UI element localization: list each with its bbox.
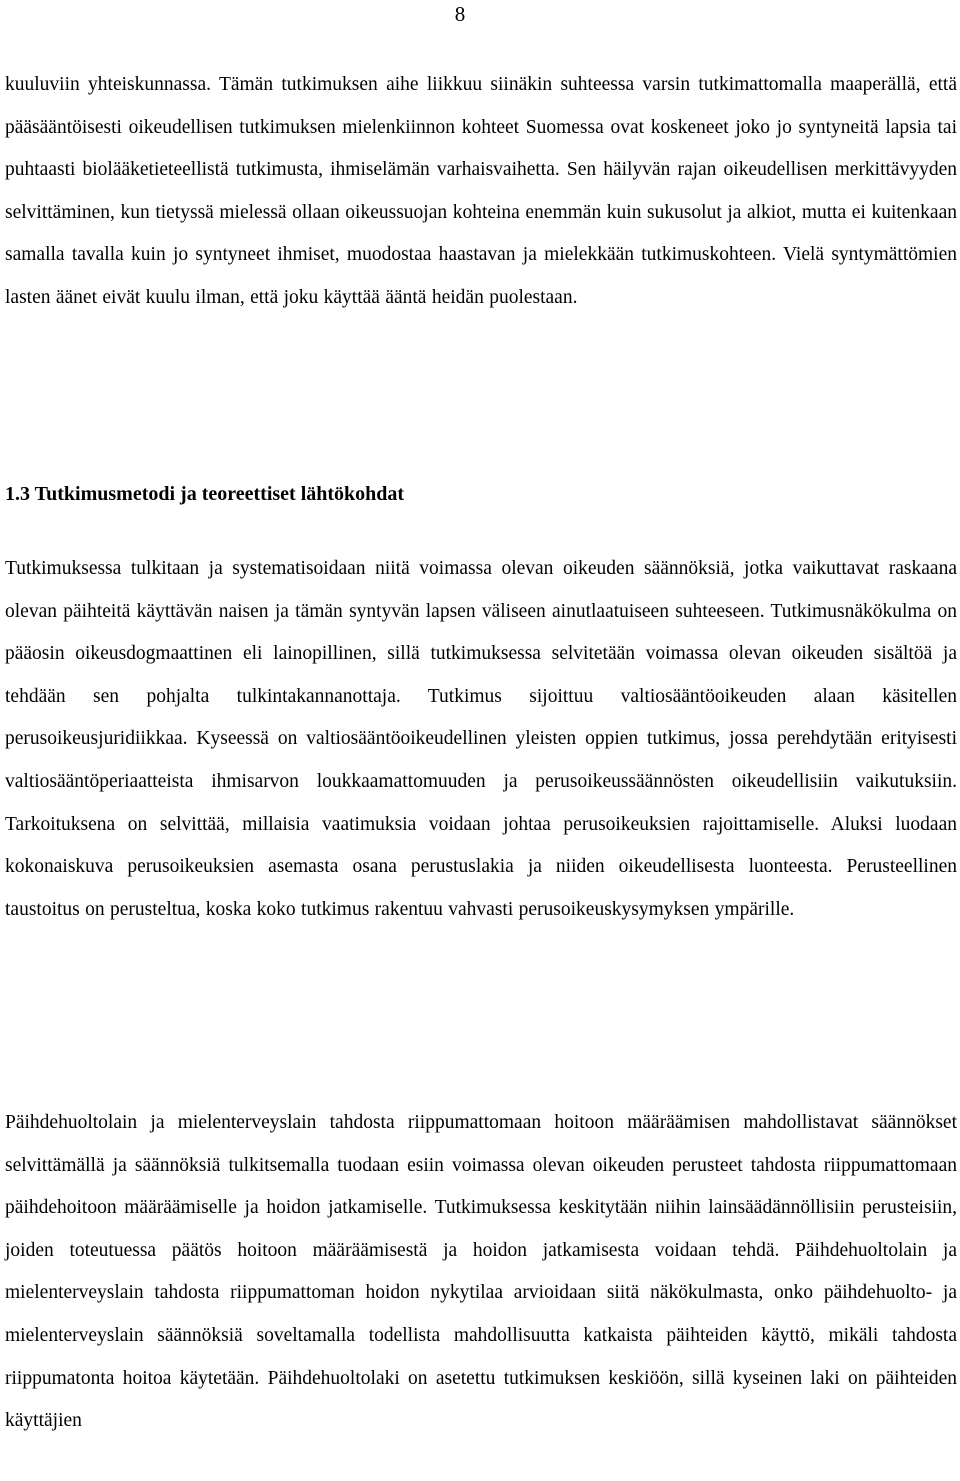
body-paragraph-1: kuuluviin yhteiskunnassa. Tämän tutkimuksen aihe liikkuu siinäkin suhteessa varsin tutkimattomalla maaperällä, että pääsääntöisesti oikeudellisen tutkimuksen mielenkiinnon kohteet Suomessa ovat koskeneet joko jo syntyneitä lapsia tai puhtaasti biolääketieteellistä tutkimusta, ihmiselämän varhaisvaihetta. Sen häilyvän rajan oikeudellisen merkittävyyden selvittäminen, kun tietyssä mielessä ollaan oikeussuojan kohteina enemmän kuin sukusolut ja alkiot, mutta ei kuitenkaan samalla tavalla kuin jo syntyneet ihmiset, muodostaa haastavan ja mielekkään tutkimuskohteen. Vielä syntymättömien lasten äänet eivät kuulu ilman, että joku käyttää ääntä heidän puolestaan.	[5, 74, 957, 308]
body-paragraph-2: Tutkimuksessa tulkitaan ja systematisoidaan niitä voimassa olevan oikeuden säännöksiä, jotka vaikuttavat raskaana olevan päihteitä käyttävän naisen ja tämän syntyvän lapsen väliseen ainutlaatuiseen suhteeseen. Tutkimusnäkökulma on pääosin oikeusdogmaattinen eli lainopillinen, sillä tutkimuksessa selvitetään voimassa olevan oikeuden sisältöä ja tehdään sen pohjalta tulkintakannanottaja. Tutkimus sijoittuu valtiosääntöoikeuden alaan käsitellen perusoikeusjuridiikkaa. Kyseessä on valtiosääntöoikeudellinen yleisten oppien tutkimus, jossa perehdytään erityisesti valtiosääntöperiaatteista ihmisarvon loukkaamattomuuden ja perusoikeussäännösten oikeudellisiin vaikutuksiin. Tarkoituksena on selvittää, millaisia vaatimuksia voidaan johtaa perusoikeuksien rajoittamiselle. Aluksi luodaan kokonaiskuva perusoikeuksien asemasta osana perustuslakia ja niiden oikeudellisesta luonteesta. Perusteellinen taustoitus on perusteltua, koska koko tutkimus rakentuu vahvasti perusoikeuskysymyksen ympärille.	[5, 558, 957, 920]
body-paragraph-3: Päihdehuoltolain ja mielenterveyslain tahdosta riippumattomaan hoitoon määräämisen mahdollistavat säännökset selvittämällä ja säännöksiä tulkitsemalla tuodaan esiin voimassa olevan oikeuden perusteet tahdosta riippumattomaan päihdehoitoon määräämiselle ja hoidon jatkamiselle. Tutkimuksessa keskitytään niihin lainsäädännöllisiin perusteisiin, joiden toteutuessa päätös hoitoon määräämisestä ja hoidon jatkamisesta voidaan tehdä. Päihdehuoltolain ja mielenterveyslain tahdosta riippumattoman hoidon nykytilaa arvioidaan siitä näkökulmasta, onko päihdehuolto- ja mielenterveyslain säännöksiä soveltamalla todellista mahdollisuutta katkaista päihteiden käyttö, mikäli tahdosta riippumatonta hoitoa käytetään. Päihdehuoltolaki on asetettu tutkimuksen keskiöön, sillä kyseinen laki on päihteiden käyttäjien	[5, 1112, 957, 1432]
page-number: 8	[454, 2, 466, 26]
section-heading: 1.3 Tutkimusmetodi ja teoreettiset lähtökohdat	[5, 483, 405, 505]
